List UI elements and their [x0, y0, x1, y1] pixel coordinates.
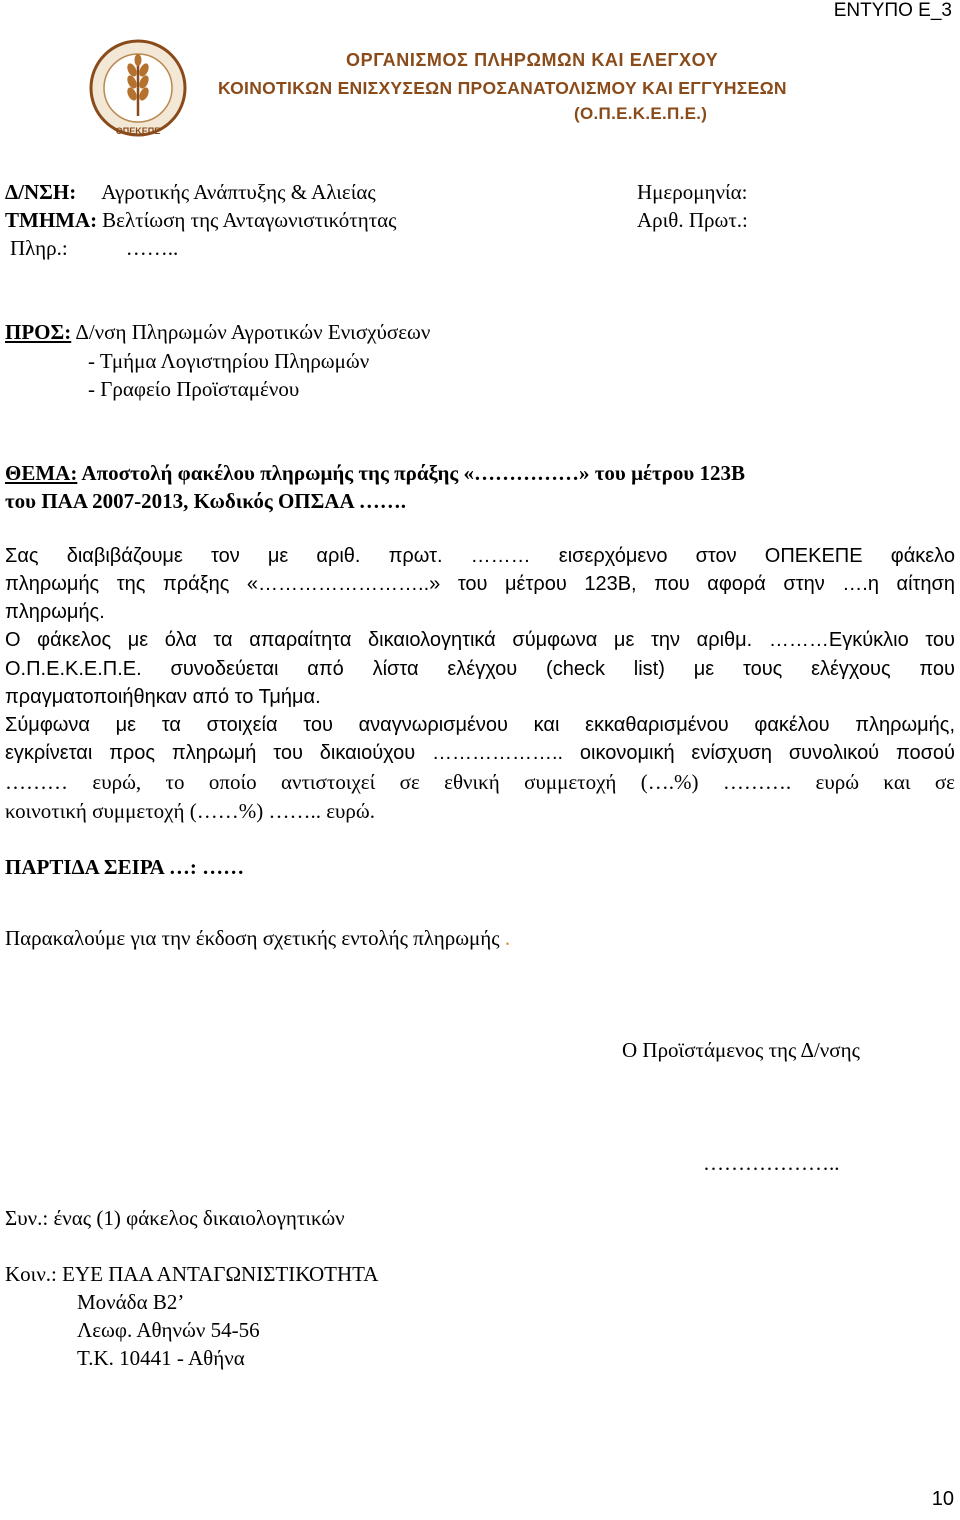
recipient-line1: Δ/νση Πληρωμών Αγροτικών Ενισχύσεων [75, 320, 431, 344]
directorate-label: Δ/ΝΣΗ: [5, 180, 77, 204]
organization-header [88, 38, 918, 138]
batch-series: ΠΑΡΤΙΔΑ ΣΕΙΡΑ …: …… [5, 855, 245, 879]
body-p3-line2: εγκρίνεται προς πληρωμή του δικαιούχου ……………….. οικονομική ενίσχυση συνολικού ποσού [5, 742, 955, 764]
signature-placeholder: ……………….. [703, 1151, 840, 1175]
body-p2-line2: Ο.Π.Ε.Κ.Ε.Π.Ε. συνοδεύεται από λίστα ελέγχου (check list) με τους ελέγχους που [5, 658, 955, 680]
info-label: Πληρ.: [10, 236, 68, 260]
signature-title: Ο Προϊστάμενος της Δ/νσης [622, 1038, 860, 1062]
section-value: Βελτίωση της Ανταγωνιστικότητας [102, 208, 397, 232]
cc-label: Κοιν.: [5, 1262, 57, 1286]
info-row [10, 236, 178, 261]
payment-request-row [5, 926, 510, 951]
protocol-label: Αριθ. Πρωτ.: [637, 208, 748, 232]
subject-line1: Αποστολή φακέλου πληρωμής της πράξης «……………» του μέτρου 123Β [81, 461, 746, 485]
body-p1-line1: Σας διαβιβάζουμε τον με αριθ. πρωτ. ……… εισερχόμενο στον ΟΠΕΚΕΠΕ φάκελο [5, 545, 955, 567]
form-code: ΕΝΤΥΠΟ Ε_3 [833, 0, 952, 21]
cc-row [5, 1262, 378, 1287]
cc-line2: Μονάδα Β2’ [77, 1290, 185, 1314]
body-p1-line3: πληρωμής. [5, 601, 105, 623]
page-number: 10 [931, 1488, 954, 1510]
directorate-value: Αγροτικής Ανάπτυξης & Αλιείας [101, 180, 376, 204]
opekepe-emblem-icon [88, 38, 188, 138]
recipient-line2: - Τμήμα Λογιστηρίου Πληρωμών [88, 349, 370, 373]
body-p1-line2: πληρωμής της πράξης «……………………..» του μέτρου 123Β, που αφορά στην ….η αίτηση [5, 573, 955, 595]
subject-row [5, 461, 745, 486]
attachment-note: Συν.: ένας (1) φάκελος δικαιολογητικών [5, 1206, 345, 1230]
organization-name-line2: ΚΟΙΝΟΤΙΚΩΝ ΕΝΙΣΧΥΣΕΩΝ ΠΡΟΣΑΝΑΤΟΛΙΣΜΟΥ ΚΑΙ ΕΓΓΥΗΣΕΩΝ [218, 78, 787, 98]
payment-request-text: Παρακαλούμε για την έκδοση σχετικής εντολής πληρωμής [5, 926, 500, 950]
subject-label: ΘΕΜΑ: [5, 461, 78, 485]
recipient-label: ΠΡΟΣ: [5, 320, 72, 344]
body-p3-line3: ……… ευρώ, το οποίο αντιστοιχεί σε εθνική συμμετοχή (….%) ………. ευρώ και σε [5, 770, 955, 794]
organization-name-line1: ΟΡΓΑΝΙΣΜΟΣ ΠΛΗΡΩΜΩΝ ΚΑΙ ΕΛΕΓΧΟΥ [346, 50, 719, 70]
payment-request-dot: . [504, 926, 511, 950]
cc-line4: Τ.Κ. 10441 - Αθήνα [77, 1346, 245, 1370]
cc-line3: Λεωφ. Αθηνών 54-56 [77, 1318, 260, 1342]
recipient-row [5, 320, 430, 345]
directorate-row [5, 180, 376, 205]
body-p2-line3: πραγματοποιήθηκαν από το Τμήμα. [5, 686, 321, 708]
info-value: …….. [125, 236, 179, 260]
body-p2-line1: Ο φάκελος με όλα τα απαραίτητα δικαιολογητικά σύμφωνα με την αριθμ. ………Εγκύκλιο του [5, 629, 955, 651]
section-row [5, 208, 396, 233]
cc-line1: ΕΥΕ ΠΑΑ ΑΝΤΑΓΩΝΙΣΤΙΚΟΤΗΤΑ [62, 1262, 379, 1286]
subject-line2: του ΠΑΑ 2007-2013, Κωδικός ΟΠΣΑΑ ……. [5, 489, 407, 513]
emblem-text: ΟΠΕΚΕΠΕ [115, 126, 161, 136]
date-label: Ημερομηνία: [637, 180, 748, 204]
recipient-line3: - Γραφείο Προϊσταμένου [88, 377, 300, 401]
body-p3-line4: κοινοτική συμμετοχή (……%) …….. ευρώ. [5, 799, 375, 823]
section-label: ΤΜΗΜΑ: [5, 208, 98, 232]
body-p3-line1: Σύμφωνα με τα στοιχεία του αναγνωρισμένου και εκκαθαρισμένου φακέλου πληρωμής, [5, 714, 955, 736]
organization-acronym: (Ο.Π.Ε.Κ.Ε.Π.Ε.) [574, 104, 708, 123]
